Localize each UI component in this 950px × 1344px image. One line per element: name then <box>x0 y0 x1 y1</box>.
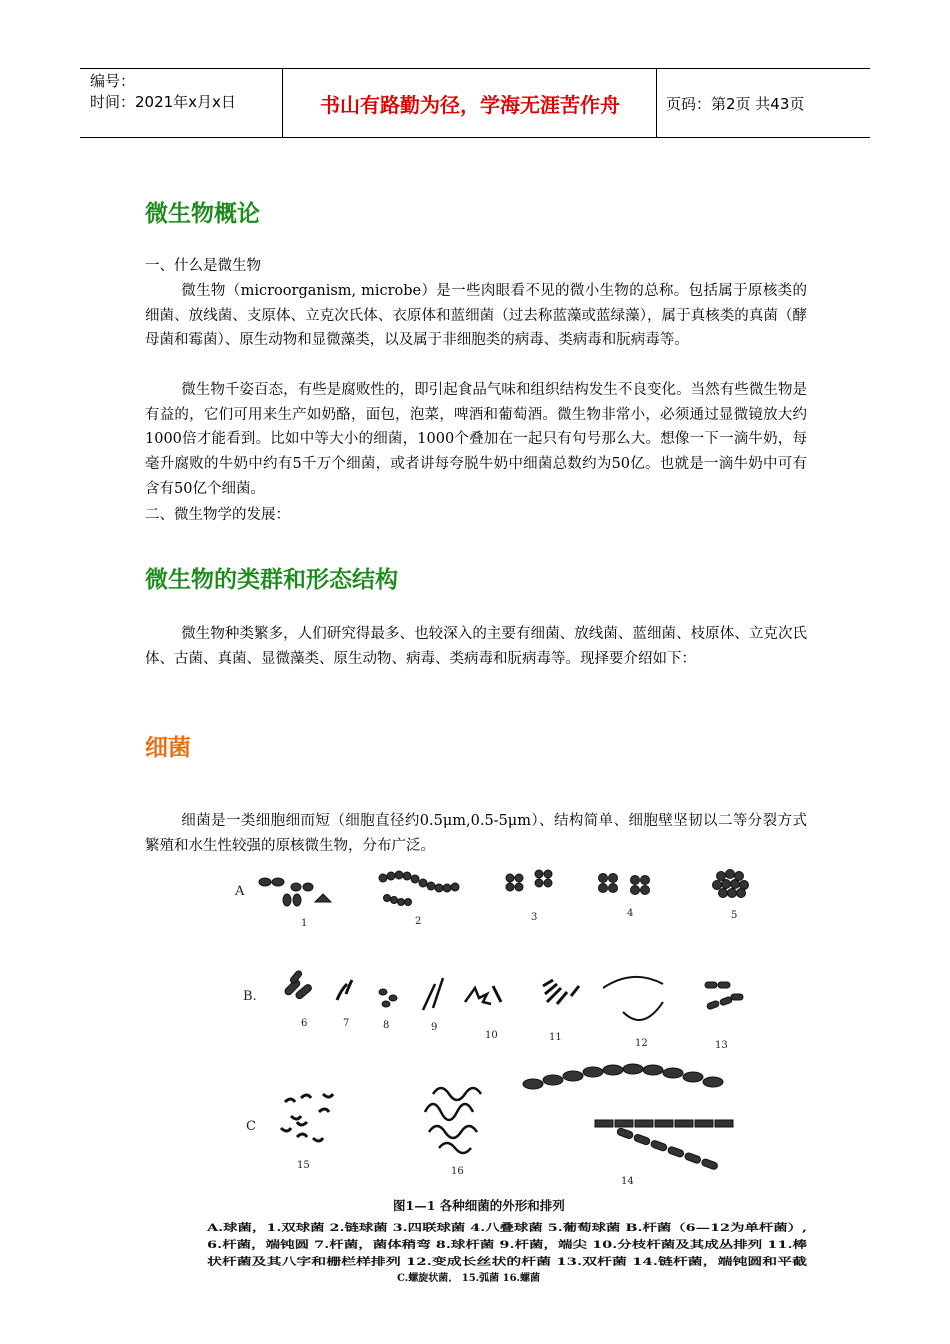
fig-number: 7 <box>343 1018 350 1029</box>
fig-number: 15 <box>297 1160 310 1171</box>
figure-numbers <box>297 908 737 1187</box>
fig-number: 13 <box>715 1040 728 1051</box>
header-motto: 书山有路勤为径，学海无涯苦作舟 <box>320 92 620 117</box>
document-time: 时间：2021年x月x日 <box>90 93 236 111</box>
figure-caption-line: A.球菌，1.双球菌 2.链球菌 3.四联球菌 4.八叠球菌 5.葡萄球菌 B.杆菌（6—12为单杆菌）, <box>207 1223 625 1234</box>
subheading-what-is: 一、什么是微生物 <box>145 258 261 274</box>
fig-number: 9 <box>431 1022 438 1033</box>
document-number-label: 编号： <box>90 72 136 90</box>
row-label-a: A <box>235 884 245 899</box>
figure-caption-line: 6.杆菌，端钝圆 7.杆菌，菌体稍弯 8.球杆菌 9.杆菌，端尖 10.分枝杆菌及其成丛排列 11.棒 <box>207 1240 621 1251</box>
fig-number: 14 <box>621 1176 634 1187</box>
fig-number: 6 <box>301 1018 308 1029</box>
bacteria-illustration <box>203 862 813 1282</box>
header-meta <box>90 71 236 113</box>
fig-number: 3 <box>531 912 538 923</box>
figure-caption-line: C.螺旋状菌， 15.弧菌 16.螺菌 <box>397 1273 541 1282</box>
subheading-development: 二、微生物学的发展： <box>145 507 290 523</box>
fig-number: 11 <box>549 1032 562 1043</box>
fig-number: 1 <box>301 918 308 929</box>
paragraph-groups: 微生物种类繁多，人们研究得最多、也较深入的主要有细菌、放线菌、蓝细菌、枝原体、立克次氏体、古菌、真菌、显微藻类、原生动物、病毒、类病毒和朊病毒等。现择要介绍如下： <box>145 626 807 667</box>
paragraph-characteristics: 微生物千姿百态，有些是腐败性的，即引起食品气味和组织结构发生不良变化。当然有些微生物是有益的，它们可用来生产如奶酪，面包，泡菜，啤酒和葡萄酒。微生物非常小，必须通过显微镜放大约1000倍才能看到。比如中等大小的细菌，1000个叠加在一起只有句号那么大。想像一下一滴牛奶，每毫升腐败的牛奶中约有5千万个细菌，或者讲每夸脱牛奶中细菌总数约为50亿。也就是一滴牛奶中可有含有50亿个细菌。 <box>145 382 807 497</box>
header-divider <box>656 69 657 137</box>
fig-number: 16 <box>451 1166 464 1177</box>
row-label-b: B. <box>243 989 257 1004</box>
page-header <box>80 68 870 138</box>
section-title-bacteria: 细菌 <box>145 735 191 761</box>
figure-caption-title: 图1—1 各种细菌的外形和排列 <box>393 1198 565 1213</box>
fig-number: 10 <box>485 1030 498 1041</box>
paragraph-bacteria: 细菌是一类细胞细而短（细胞直径约0.5μm,0.5-5μm）、结构简单、细胞壁坚韧以二等分裂方式繁殖和水生性较强的原核微生物，分布广泛。 <box>145 813 807 854</box>
fig-number: 8 <box>383 1020 390 1031</box>
page-counter: 页码：第2页 共43页 <box>666 95 805 113</box>
paragraph-definition: 微生物（microorganism, microbe）是一些肉眼看不见的微小生物的总称。包括属于原核类的细菌、放线菌、支原体、立克次氏体、衣原体和蓝细菌（过去称蓝藻或蓝绿藻），属于真核类的真菌（酵母菌和霉菌）、原生动物和显微藻类，以及属于非细胞类的病毒、类病毒和朊病毒等。 <box>145 283 807 349</box>
bacteria-morphology-figure <box>203 862 813 1282</box>
row-label-c: C <box>246 1119 256 1134</box>
section-title-groups: 微生物的类群和形态结构 <box>145 567 398 593</box>
section-title-intro: 微生物概论 <box>145 201 260 227</box>
fig-number: 5 <box>731 910 738 921</box>
fig-number: 2 <box>415 916 422 927</box>
figure-caption-line: 状杆菌及其八字和栅栏样排列 12.变成长丝状的杆菌 13.双杆菌 14.链杆菌，端钝圆和平截 <box>207 1257 610 1268</box>
header-divider <box>282 69 283 137</box>
fig-number: 4 <box>627 908 634 919</box>
fig-number: 12 <box>635 1038 648 1049</box>
